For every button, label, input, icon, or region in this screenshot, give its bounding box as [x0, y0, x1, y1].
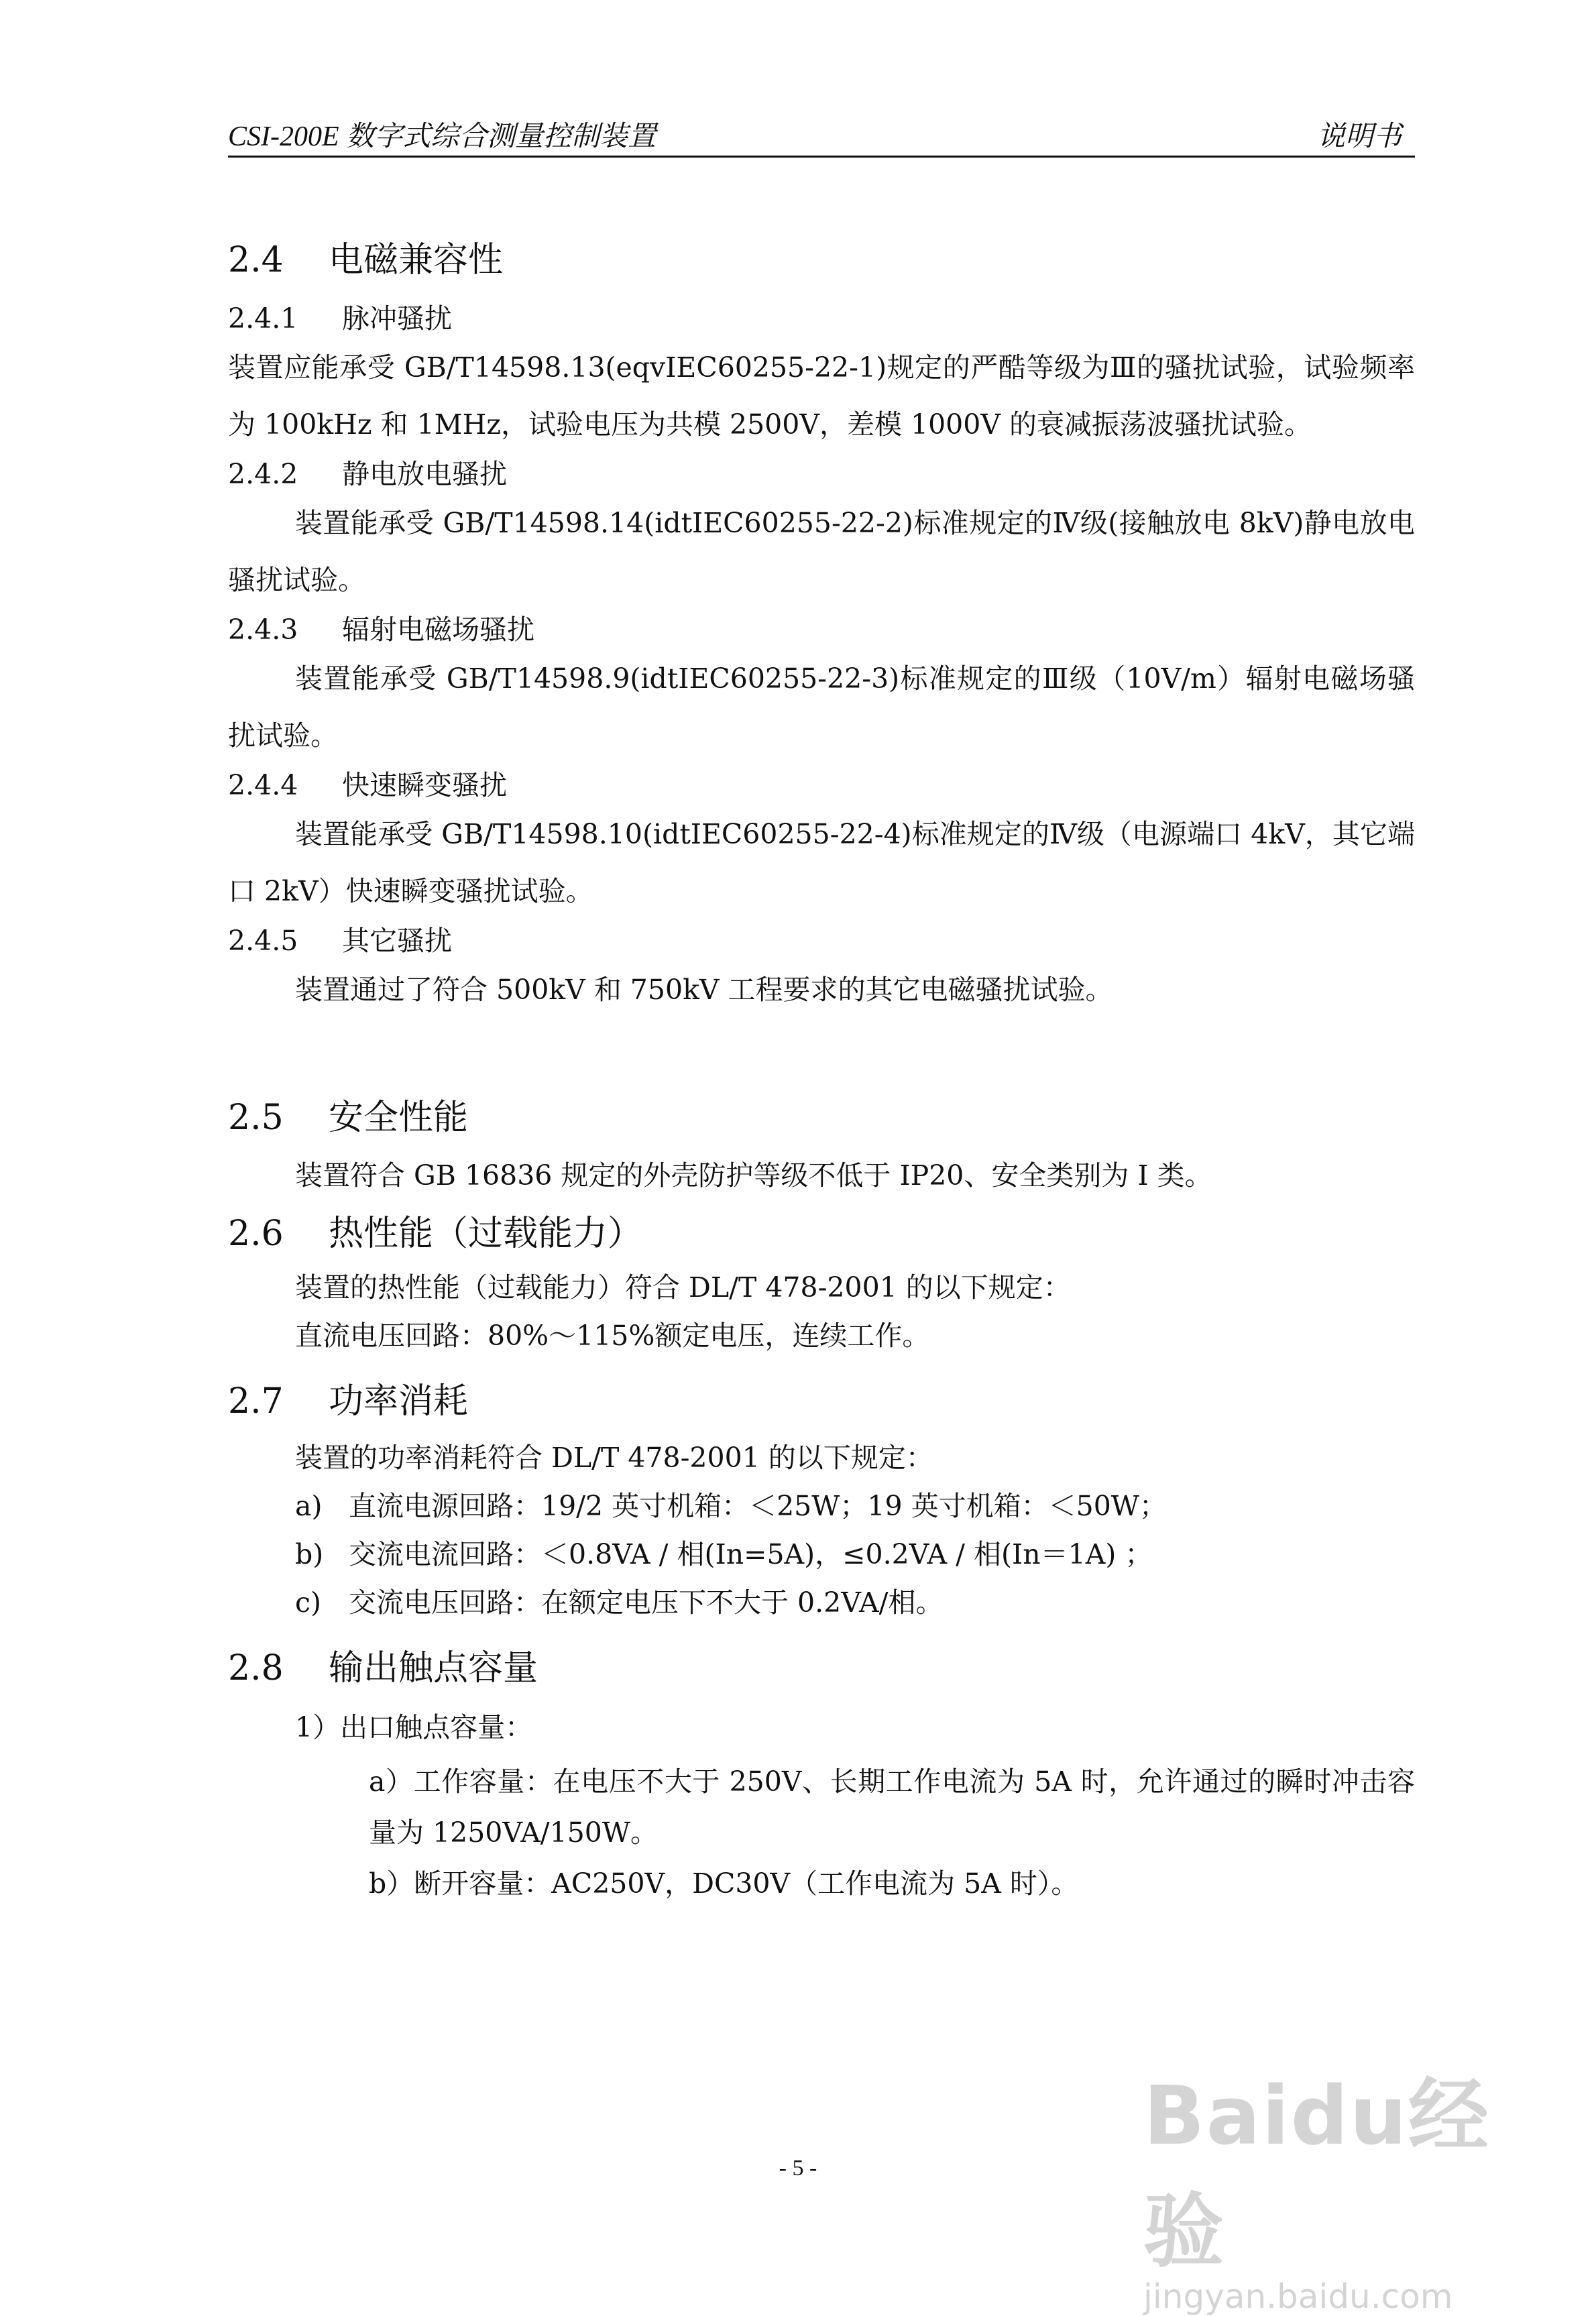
paragraph: 装置应能承受 GB/T14598.13(eqvIEC60255-22-1)规定的严酷等级为Ⅲ的骚扰试验，试验频率为 100kHz 和 1MHz，试验电压为共模 2500V，差模 1000V 的衰减振荡波骚扰试验。	[228, 351, 1415, 441]
header-title: CSI-200E 数字式综合测量控制装置	[228, 121, 657, 152]
section-heading: 2.6 热性能（过载能力）	[228, 1214, 643, 1254]
paragraph: 装置的热性能（过载能力）符合 DL/T 478-2001 的以下规定：	[295, 1271, 1071, 1304]
subsection-heading: 2.4.4 快速瞬变骚扰	[228, 769, 507, 801]
section-heading: 2.7 功率消耗	[228, 1381, 469, 1422]
paragraph: 1）出口触点容量：	[295, 1711, 533, 1743]
paragraph: 装置能承受 GB/T14598.14(idtIEC60255-22-2)标准规定的Ⅳ级(接触放电 8kV)静电放电骚扰试验。	[228, 507, 1416, 596]
paragraph: 装置能承受 GB/T14598.9(idtIEC60255-22-3)标准规定的Ⅲ级（10V/m）辐射电磁场骚扰试验。	[228, 662, 1415, 752]
subsection-heading: 2.4.2 静电放电骚扰	[228, 458, 507, 490]
paragraph: b）断开容量：AC250V，DC30V（工作电流为 5A 时）。	[369, 1867, 1079, 1900]
paragraph: 装置通过了符合 500kV 和 750kV 工程要求的其它电磁骚扰试验。	[295, 974, 1113, 1006]
page-number: - 5 -	[779, 2156, 817, 2181]
section-heading: 2.4 电磁兼容性	[228, 240, 504, 280]
section-heading: 2.8 输出触点容量	[228, 1648, 538, 1688]
paragraph: 装置能承受 GB/T14598.10(idtIEC60255-22-4)标准规定的Ⅳ级（电源端口 4kV，其它端口 2kV）快速瞬变骚扰试验。	[228, 818, 1415, 907]
header-doc-type: 说明书	[1316, 121, 1402, 152]
paragraph: 装置符合 GB 16836 规定的外壳防护等级不低于 IP20、安全类别为 I 类。	[295, 1159, 1212, 1192]
document-body	[228, 221, 1415, 1909]
watermark-url: jingyan.baidu.com	[1143, 2277, 1453, 2316]
paragraph: a）工作容量：在电压不大于 250V、长期工作电流为 5A 时，允许通过的瞬时冲击容量为 1250VA/150W。	[369, 1765, 1415, 1849]
list-item: a) 直流电源回路：19/2 英寸机箱：＜25W；19 英寸机箱：＜50W；	[295, 1490, 1167, 1522]
list-item: c) 交流电压回路：在额定电压下不大于 0.2VA/相。	[295, 1586, 944, 1619]
subsection-heading: 2.4.1 脉冲骚扰	[228, 302, 452, 335]
paragraph: 直流电压回路：80%～115%额定电压，连续工作。	[295, 1320, 930, 1352]
watermark	[1143, 2052, 1519, 2316]
paragraph: 装置的功率消耗符合 DL/T 478-2001 的以下规定：	[295, 1442, 933, 1474]
page-header	[228, 109, 1415, 158]
subsection-heading: 2.4.5 其它骚扰	[228, 925, 452, 957]
list-item: b) 交流电流回路：＜0.8VA / 相(In=5A)，≤0.2VA / 相(In＝1A) ；	[295, 1538, 1153, 1570]
watermark-logo: Baidu经验	[1143, 2070, 1490, 2278]
section-heading: 2.5 安全性能	[228, 1098, 469, 1138]
subsection-heading: 2.4.3 辐射电磁场骚扰	[228, 614, 534, 646]
